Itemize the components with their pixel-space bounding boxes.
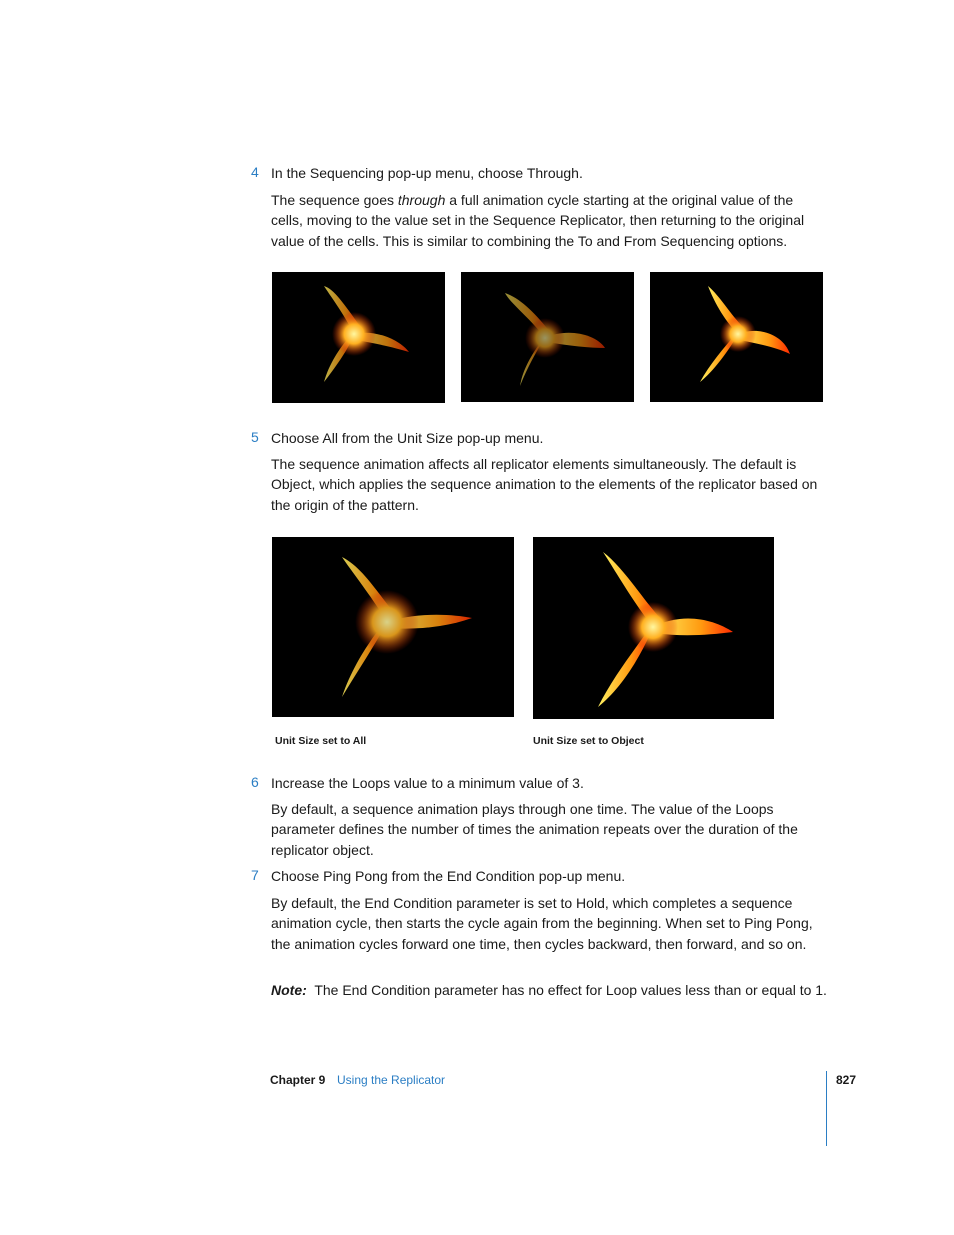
step-instruction: Choose Ping Pong from the End Condition pop-up menu.: [271, 868, 626, 884]
note-label: Note:: [271, 982, 307, 998]
image-caption: Unit Size set to Object: [533, 735, 644, 747]
unit-size-all-image: [272, 537, 514, 717]
step-number: 4: [251, 164, 259, 180]
emphasis-text: through: [397, 192, 446, 208]
footer-chapter: Chapter 9: [270, 1073, 326, 1087]
note: [271, 980, 841, 1000]
sequence-image-start: [272, 272, 445, 403]
step-number: 7: [251, 867, 259, 883]
sequence-image-end: [650, 272, 823, 402]
footer-divider: [826, 1071, 827, 1146]
sequence-image-middle: [461, 272, 634, 402]
note-text: The End Condition parameter has no effect for Loop values less than or equal to 1.: [314, 982, 827, 998]
step-instruction: Increase the Loops value to a minimum value of 3.: [271, 775, 584, 791]
step-number: 5: [251, 429, 259, 445]
unit-size-object-image: [533, 537, 774, 719]
page-number: 827: [836, 1073, 857, 1087]
footer-chapter-link[interactable]: Using the Replicator: [337, 1073, 446, 1087]
step-instruction: Choose All from the Unit Size pop-up menu.: [271, 430, 544, 446]
image-caption: Unit Size set to All: [275, 735, 367, 747]
step-description: The sequence goes through a full animation cycle starting at the original value of the cells, moving to the value set in the Sequence Replicator, then returning to the original value of the cells. This is similar to combining the To and From Sequencing options.: [271, 192, 805, 249]
step-instruction: In the Sequencing pop-up menu, choose Through.: [271, 165, 583, 181]
step-description: By default, a sequence animation plays through one time. The value of the Loops parameter defines the number of times the animation repeats over the duration of the replicator object.: [271, 801, 798, 858]
step-description: The sequence animation affects all replicator elements simultaneously. The default is Object, which applies the sequence animation to the elements of the replicator based on the origin of the pattern.: [271, 456, 818, 513]
step-number: 6: [251, 774, 259, 790]
step-description: By default, the End Condition parameter is set to Hold, which completes a sequence animation cycle, then starts the cycle again from the beginning. When set to Ping Pong, the animation cycles forward one time, then cycles backward, then forward, and so on.: [271, 895, 813, 952]
